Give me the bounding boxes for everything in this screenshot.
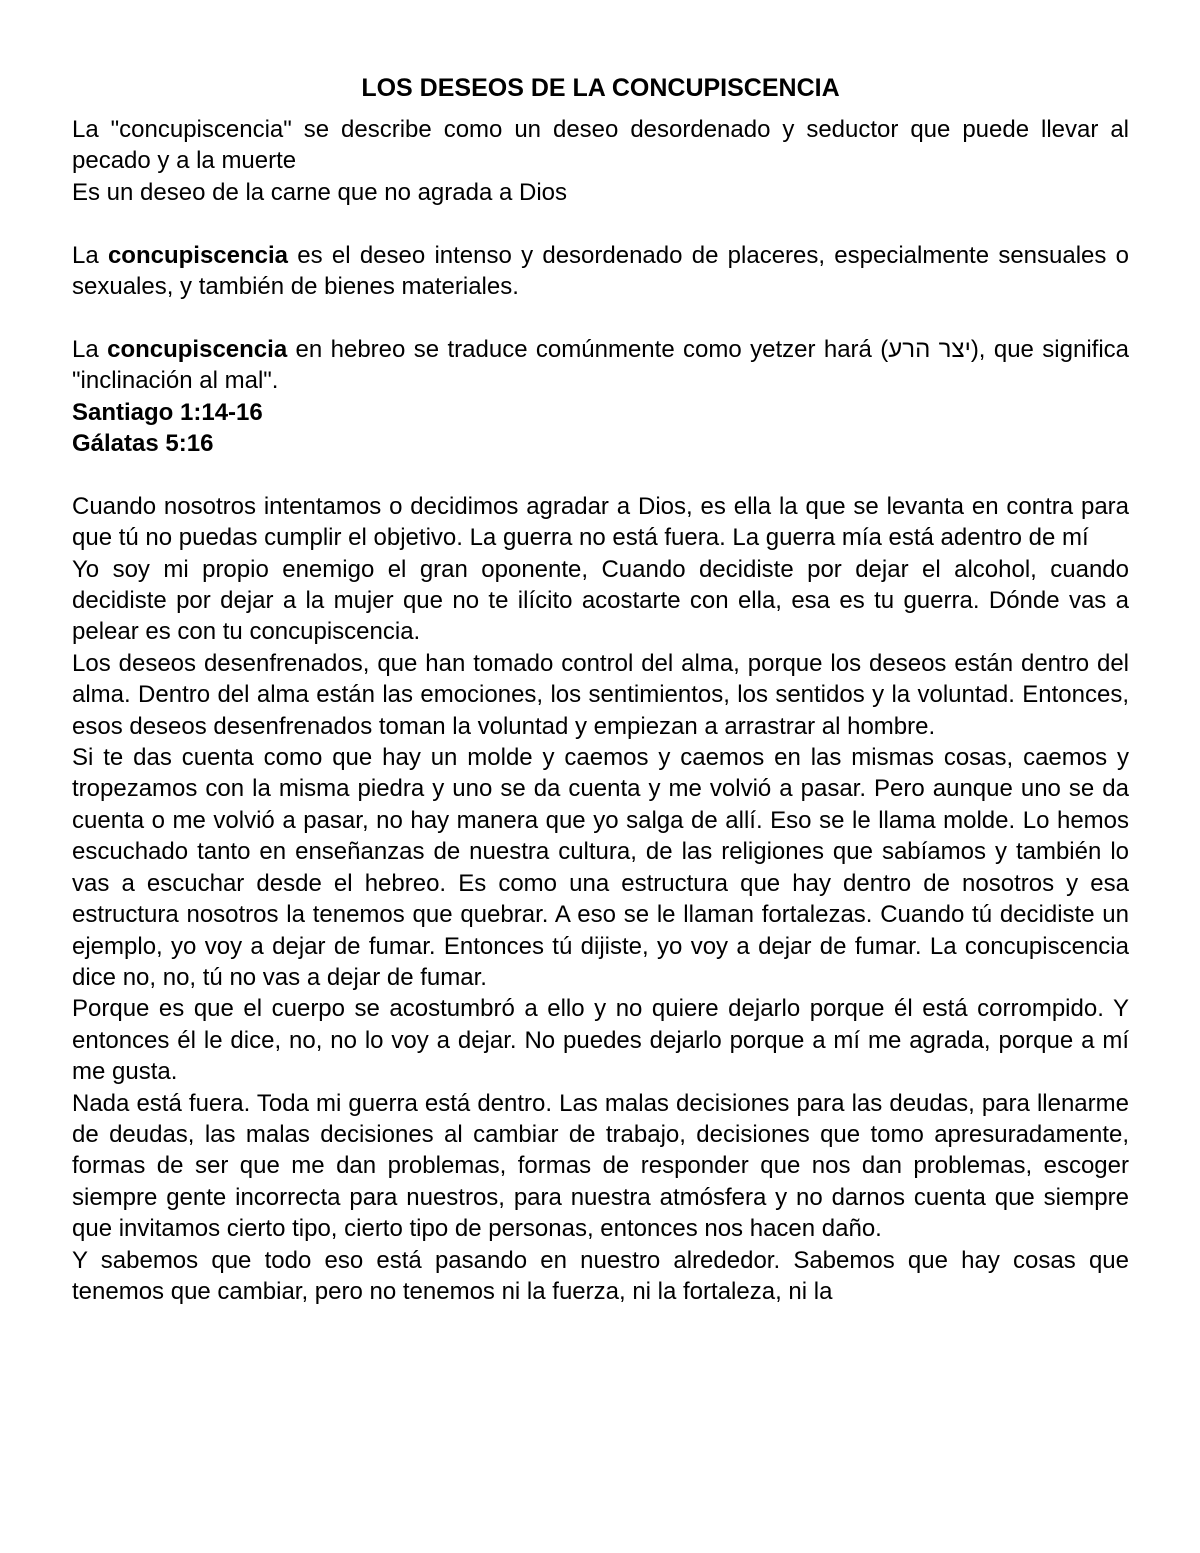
paragraph-spacer (72, 302, 1129, 333)
body-paragraph: Porque es que el cuerpo se acostumbró a ello y no quiere dejarlo porque él está corrompido. Y entonces él le dice, no, no lo voy a dejar. No puedes dejarlo porque a mí me agrada, porque a mí me gusta. (72, 995, 1129, 1086)
scripture-reference: Gálatas 5:16 (72, 430, 214, 458)
body-paragraph: Cuando nosotros intentamos o decidimos agradar a Dios, es ella la que se levanta en contra para que tú no puedas cumplir el objetivo. La guerra no está fuera. La guerra mía está adentro de mí (72, 492, 1129, 552)
definition-rest: es el deseo intenso y desordenado de placeres, especialmente sensuales o sexuales, y también de bienes materiales. (72, 241, 1129, 301)
body-paragraph: Nada está fuera. Toda mi guerra está dentro. Las malas decisiones para las deudas, para llenarme de deudas, las malas decisiones al cambiar de trabajo, decisiones que tomo apresuradamente, formas de ser que me dan problemas, formas de responder que nos dan problemas, escoger siempre gente incorrecta para nuestros, para nuestra atmósfera y no darnos cuenta que siempre que invitamos cierto tipo, cierto tipo de personas, entonces nos hacen daño. (72, 1089, 1129, 1243)
definition-paragraph (72, 240, 1129, 303)
scripture-reference: Santiago 1:14-16 (72, 398, 263, 426)
body-paragraph: Y sabemos que todo eso está pasando en nuestro alrededor. Sabemos que hay cosas que tenemos que cambiar, pero no tenemos ni la fuerza, ni la fortaleza, ni la (72, 1246, 1129, 1305)
document-title: LOS DESEOS DE LA CONCUPISCENCIA (361, 74, 840, 102)
hebrew-term: concupiscencia (107, 335, 288, 363)
intro-line-1: La "concupiscencia" se describe como un deseo desordenado y seductor que puede llevar al pecado y a la muerte (72, 116, 1129, 175)
definition-term: concupiscencia (107, 241, 289, 269)
body-paragraph: Si te das cuenta como que hay un molde y caemos y caemos en las mismas cosas, caemos y tropezamos con la misma piedra y uno se da cuenta y me volvió a pasar. Pero aunque uno se da cuenta o me volvió a pasar, no hay manera que yo salga de allí. Eso se le llama molde. Lo hemos escuchado tanto en enseñanzas de nuestra cultura, de las religiones que sabíamos y también lo vas a escuchar desde el hebreo. Es como una estructura que hay dentro de nosotros y esa estructura nosotros la tenemos que quebrar. A eso se le llaman fortalezas. Cuando tú decidiste un ejemplo, yo voy a dejar de fumar. Entonces tú dijiste, yo voy a dejar de fumar. La concupiscencia dice no, no, tú no vas a dejar de fumar. (72, 744, 1129, 991)
body-paragraph: Los deseos desenfrenados, que han tomado control del alma, porque los deseos están dentro del alma. Dentro del alma están las emociones, los sentimientos, los sentidos y la voluntad. Entonces, esos deseos desenfrenados toman la voluntad y empiezan a arrastrar al hombre. (72, 649, 1129, 740)
paragraph-spacer (72, 459, 1129, 490)
document-page (72, 70, 1129, 1307)
definition-prefix: La (72, 241, 108, 269)
hebrew-prefix: La (72, 335, 108, 363)
intro-line-2: Es un deseo de la carne que no agrada a Dios (72, 178, 568, 206)
hebrew-paragraph (72, 334, 1129, 397)
paragraph-spacer (72, 208, 1129, 239)
hebrew-rest: en hebreo se traduce comúnmente como yetzer hará (יצר הרע), que significa "inclinación al mal". (72, 335, 1129, 395)
body-paragraph: Yo soy mi propio enemigo el gran oponente, Cuando decidiste por dejar el alcohol, cuando decidiste por dejar a la mujer que no te ilícito acostarte con ella, esa es tu guerra. Dónde vas a pelear es con tu concupiscencia. (72, 555, 1129, 646)
